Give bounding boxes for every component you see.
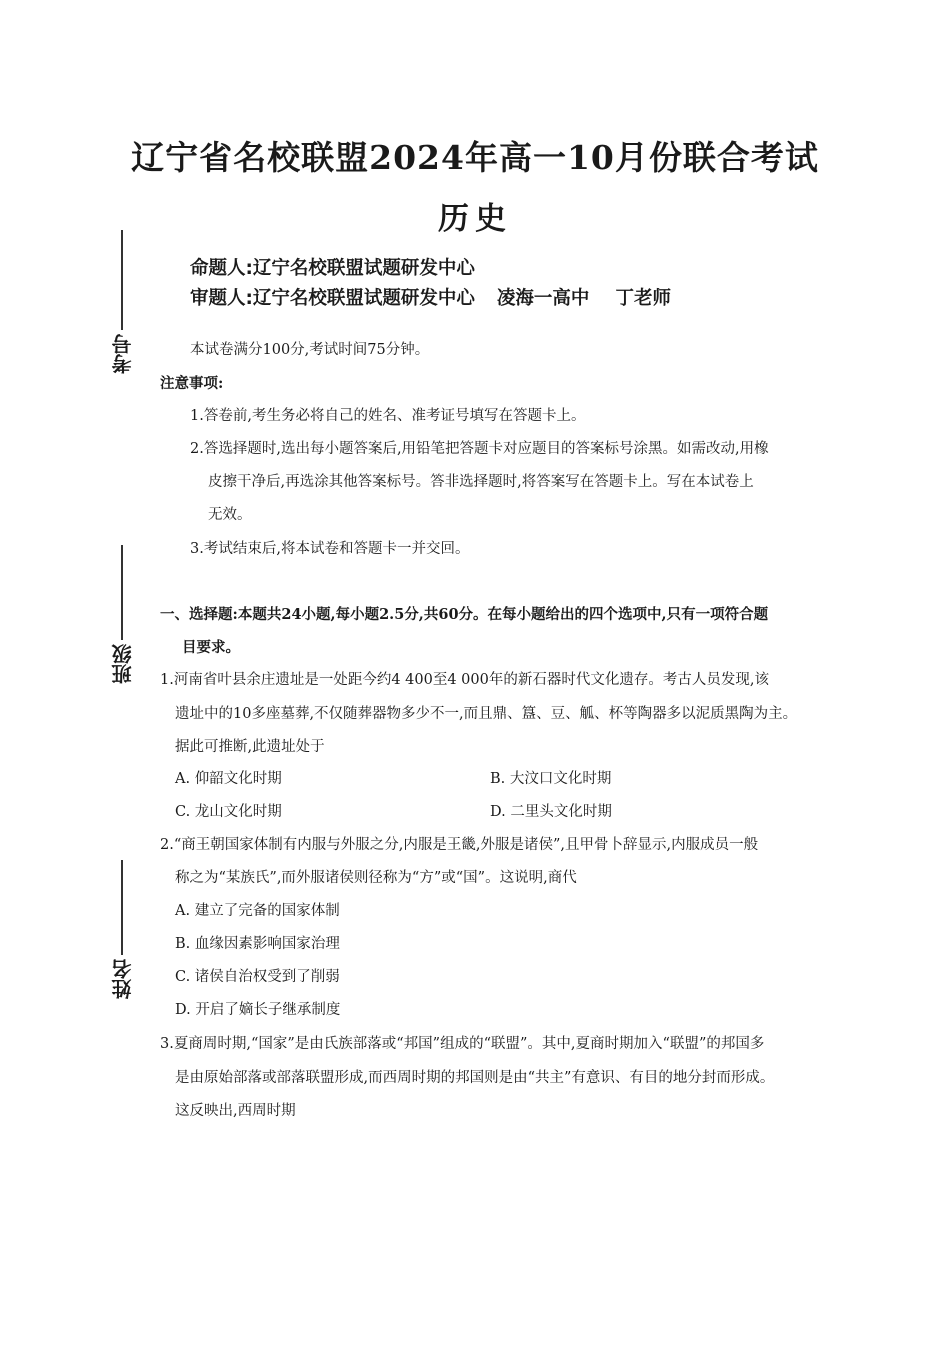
- question-1-option-a: A. 仰韶文化时期: [175, 771, 282, 787]
- section-heading-cont: 目要求。: [182, 639, 240, 656]
- exam-title: 辽宁省名校联盟2024年高一10月份联合考试: [131, 138, 819, 177]
- question-1-stem: 据此可推断,此遗址处于: [175, 739, 325, 755]
- author-label: 命题人:: [190, 258, 253, 279]
- question-3-stem: 3.夏商周时期,“国家”是由氏族部落或“邦国”组成的“联盟”。其中,夏商时期加入“联盟”的邦国多: [160, 1036, 765, 1052]
- notice-item: 2.答选择题时,选出每小题答案后,用铅笔把答题卡对应题目的答案标号涂黑。如需改动,用橡: [190, 441, 769, 457]
- question-2-option-c: C. 诸侯自治权受到了削弱: [175, 969, 340, 985]
- subject-title: 历史: [438, 201, 512, 237]
- class-line: [121, 545, 123, 640]
- exam-number-label: 考号: [110, 334, 135, 374]
- reviewer-school: 凌海一高中: [496, 288, 590, 309]
- question-1-option-d: D. 二里头文化时期: [490, 804, 612, 820]
- question-1-option-b: B. 大汶口文化时期: [490, 771, 612, 787]
- question-1-option-c: C. 龙山文化时期: [175, 804, 282, 820]
- question-3-stem: 是由原始部落或部落联盟形成,而西周时期的邦国则是由“共主”有意识、有目的地分封而形成。: [175, 1070, 775, 1086]
- question-1-stem: 遗址中的10多座墓葬,不仅随葬器物多少不一,而且鼎、簋、豆、觚、杯等陶器多以泥质黑陶为主。: [175, 706, 798, 722]
- notice-item: 无效。: [208, 507, 252, 523]
- notice-item: 1.答卷前,考生务必将自己的姓名、准考证号填写在答题卡上。: [190, 408, 586, 424]
- section-heading: 一、选择题:本题共24小题,每小题2.5分,共60分。在每小题给出的四个选项中,只有一项符合题: [160, 606, 769, 623]
- name-line: [121, 860, 123, 955]
- name-label: 姓名: [110, 959, 135, 999]
- notice-item: 3.考试结束后,将本试卷和答题卡一并交回。: [190, 541, 470, 557]
- question-2-option-b: B. 血缘因素影响国家治理: [175, 936, 340, 952]
- exam-number-line: [121, 230, 123, 330]
- notice-item: 皮擦干净后,再选涂其他答案标号。答非选择题时,将答案写在答题卡上。写在本试卷上: [208, 474, 754, 490]
- question-2-option-a: A. 建立了完备的国家体制: [175, 903, 340, 919]
- exam-intro: 本试卷满分100分,考试时间75分钟。: [190, 342, 430, 358]
- class-field: [102, 545, 142, 684]
- question-2-stem: 称之为“某族氏”,而外服诸侯则径称为“方”或“国”。这说明,商代: [175, 870, 577, 886]
- class-label: 班级: [110, 644, 135, 684]
- reviewer-line: [190, 284, 671, 310]
- question-3-stem: 这反映出,西周时期: [175, 1103, 296, 1119]
- reviewer-org: 辽宁名校联盟试题研发中心: [252, 288, 475, 309]
- reviewer-label: 审题人:: [190, 288, 253, 309]
- reviewer-teacher: 丁老师: [615, 288, 671, 309]
- question-2-stem: 2.“商王朝国家体制有内服与外服之分,内服是王畿,外服是诸侯”,且甲骨卜辞显示,内服成员一般: [160, 837, 759, 853]
- question-2-option-d: D. 开启了嫡长子继承制度: [175, 1002, 341, 1018]
- exam-number-field: [102, 230, 142, 374]
- author-org: 辽宁名校联盟试题研发中心: [252, 258, 475, 279]
- author-line: [190, 254, 475, 280]
- name-field: [102, 860, 142, 999]
- notice-heading: 注意事项:: [160, 375, 224, 392]
- question-1-stem: 1.河南省叶县余庄遗址是一处距今约4 400至4 000年的新石器时代文化遗存。考古人员发现,该: [160, 672, 769, 688]
